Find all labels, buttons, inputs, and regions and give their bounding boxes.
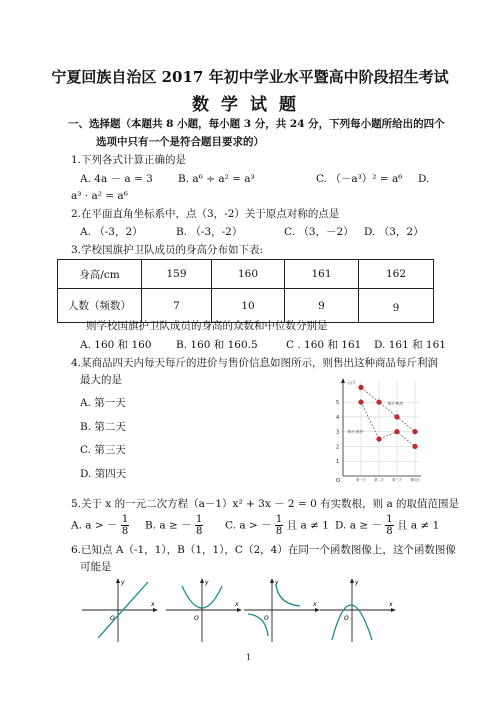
q1-option-d-expr: a³ · a² = a⁶: [71, 190, 128, 202]
graph-option-a: [78, 576, 162, 644]
numerator: 1: [275, 514, 283, 525]
fraction: [275, 514, 283, 537]
x-tick-label: 第一天: [356, 478, 366, 482]
table-cell: 162: [359, 260, 434, 289]
x-axis-label: x: [235, 601, 239, 608]
origin-label: O: [194, 615, 199, 622]
height-table: [57, 259, 434, 323]
sell-price-point: [413, 429, 418, 434]
q2-option-c: C. （3，－2）: [284, 226, 354, 238]
q3-option-a: A. 160 和 160: [80, 339, 152, 351]
sell-price-point: [359, 385, 364, 390]
x-axis-label: x: [151, 601, 155, 608]
y-axis-arrow: [341, 378, 345, 383]
section-heading-line1: 一、选择题（本题共 8 小题，每小题 3 分，共 24 分，下列每小题所给出的四个: [68, 118, 445, 130]
y-axis-title: 元/斤: [347, 380, 357, 385]
x-axis-label: x: [313, 601, 317, 608]
chart-grid: [343, 380, 419, 476]
table-cell: 161: [285, 260, 359, 289]
y-tick-label: 5: [336, 400, 340, 407]
origin-label: O: [344, 615, 349, 622]
fraction: [121, 514, 129, 537]
sell-price-label: 每斤售价: [387, 401, 403, 406]
table-cell: 9: [285, 289, 359, 323]
buy-price-point: [359, 400, 364, 405]
q2-option-d: D. （3，2）: [364, 226, 424, 238]
q3-option-d: D. 161 和 161: [374, 339, 446, 351]
y-axis-label: y: [205, 579, 209, 586]
chart-origin-label: O: [336, 478, 340, 484]
q6-stem-line1: 6.已知点 A（-1，1），B（1，1），C（2，4）在同一个函数图像上，这个函数图像: [71, 544, 456, 556]
denominator: 8: [386, 526, 393, 537]
y-axis-label: y: [275, 579, 279, 586]
x-axis-arrow: [153, 608, 158, 612]
y-tick-label: 3: [336, 429, 340, 436]
fraction: [385, 514, 393, 537]
price-chart: [325, 376, 425, 484]
q1-option-c: C. （－a³）² = a⁶: [316, 173, 403, 185]
sell-price-line: [361, 387, 415, 431]
y-axis-arrow: [200, 578, 204, 583]
denominator: 8: [121, 526, 129, 537]
table-cell: 10: [212, 289, 285, 323]
table-cell: 人数（频数）: [58, 289, 142, 323]
q2-option-a: A. （-3，2）: [80, 226, 143, 238]
table-row: [58, 289, 434, 323]
q5-stem: 5.关于 x 的一元二次方程（a－1）x² + 3x － 2 = 0 有实数根，则 a 的取值范围是: [71, 498, 460, 510]
y-tick-label: 4: [336, 414, 340, 421]
q4-stem-line2: 最大的是: [80, 374, 122, 386]
hyperbola-branch-right: [276, 584, 300, 606]
fraction: [195, 514, 203, 537]
q5-option-a: [71, 514, 129, 537]
y-axis-arrow: [270, 578, 274, 583]
table-cell: 7: [142, 289, 212, 323]
q1-option-a: A. 4a － a = 3: [80, 173, 153, 185]
graph-option-b: [162, 576, 246, 644]
q6-stem-line2: 可能是: [80, 561, 112, 573]
q4-option-d: D. 第四天: [80, 468, 127, 480]
table-cell: 159: [142, 260, 212, 289]
origin-label: O: [110, 615, 115, 622]
q5-option-d: [335, 514, 439, 537]
sell-price-point: [395, 415, 400, 420]
q3-question: 则学校国旗护卫队成员的身高的众数和中位数分别是: [86, 320, 328, 332]
q5-option-c-cond: 且 a ≠ 1: [286, 519, 329, 532]
q4-option-c: C. 第三天: [80, 444, 126, 456]
buy-price-point: [395, 429, 400, 434]
q1-stem: 1.下列各式计算正确的是: [71, 154, 187, 166]
denominator: 8: [195, 526, 203, 537]
y-tick-label: 2: [336, 444, 340, 451]
table-cell: 160: [212, 260, 285, 289]
q5-option-b: [145, 514, 203, 537]
q5-option-a-text: A. a > －: [71, 519, 118, 532]
buy-price-point: [413, 444, 418, 449]
table-row: [58, 260, 434, 289]
x-axis-label: x: [389, 601, 393, 608]
buy-price-line: [361, 402, 415, 446]
graph-option-c: [240, 576, 324, 644]
origin-label: O: [264, 615, 269, 622]
numerator: 1: [121, 514, 129, 525]
page-number: 1: [246, 653, 252, 662]
exam-subtitle: 数学试题: [192, 95, 308, 115]
q5-option-d-cond: 且 a ≠ 1: [397, 519, 440, 532]
q1-option-b: B. a⁶ ÷ a² = a³: [178, 173, 255, 185]
q5-option-b-text: B. a ≥ －: [145, 519, 192, 532]
numerator: 1: [386, 514, 393, 525]
graph-option-d: [316, 576, 400, 644]
q4-stem-line1: 4.某商品四天内每天每斤的进价与售价信息如图所示，则售出这种商品每斤利润: [71, 357, 439, 369]
buy-price-label: 每斤进价: [347, 429, 363, 434]
y-axis-label: y: [355, 579, 359, 586]
section-heading-line2: 选项中只有一个是符合题目要求的）: [96, 136, 264, 148]
q5-option-c-text: C. a > －: [225, 519, 272, 532]
x-tick-label: 第二天: [374, 478, 384, 482]
x-tick-label: 第四天: [410, 478, 420, 482]
buy-price-point: [377, 437, 382, 442]
q5-option-d-text: D. a ≥ －: [335, 519, 382, 532]
y-axis-arrow: [116, 578, 120, 583]
y-axis-arrow: [350, 578, 354, 583]
table-cell: 9: [359, 289, 434, 323]
y-axis-label: y: [121, 579, 125, 586]
numerator: 1: [195, 514, 203, 525]
sell-price-point: [377, 400, 382, 405]
q4-option-a: A. 第一天: [80, 397, 126, 409]
q3-option-c: C . 160 和 161: [286, 339, 362, 351]
q4-option-b: B. 第二天: [80, 421, 126, 433]
q5-option-c: [225, 514, 329, 537]
y-tick-label: 1: [336, 459, 340, 466]
exam-title: 宁夏回族自治区 2017 年初中学业水平暨高中阶段招生考试: [51, 68, 449, 86]
x-axis-arrow: [391, 608, 396, 612]
q1-option-d: D.: [418, 173, 430, 185]
denominator: 8: [275, 526, 283, 537]
q3-stem: 3.学校国旗护卫队成员的身高分布如下表:: [71, 244, 264, 256]
q2-option-b: B. （-3，-2）: [176, 226, 243, 238]
q3-option-b: B. 160 和 160.5: [176, 339, 258, 351]
table-cell: 身高/cm: [58, 260, 142, 289]
x-tick-label: 第三天: [392, 478, 402, 482]
q2-stem: 2.在平面直角坐标系中，点（3，-2）关于原点对称的点是: [71, 208, 340, 220]
